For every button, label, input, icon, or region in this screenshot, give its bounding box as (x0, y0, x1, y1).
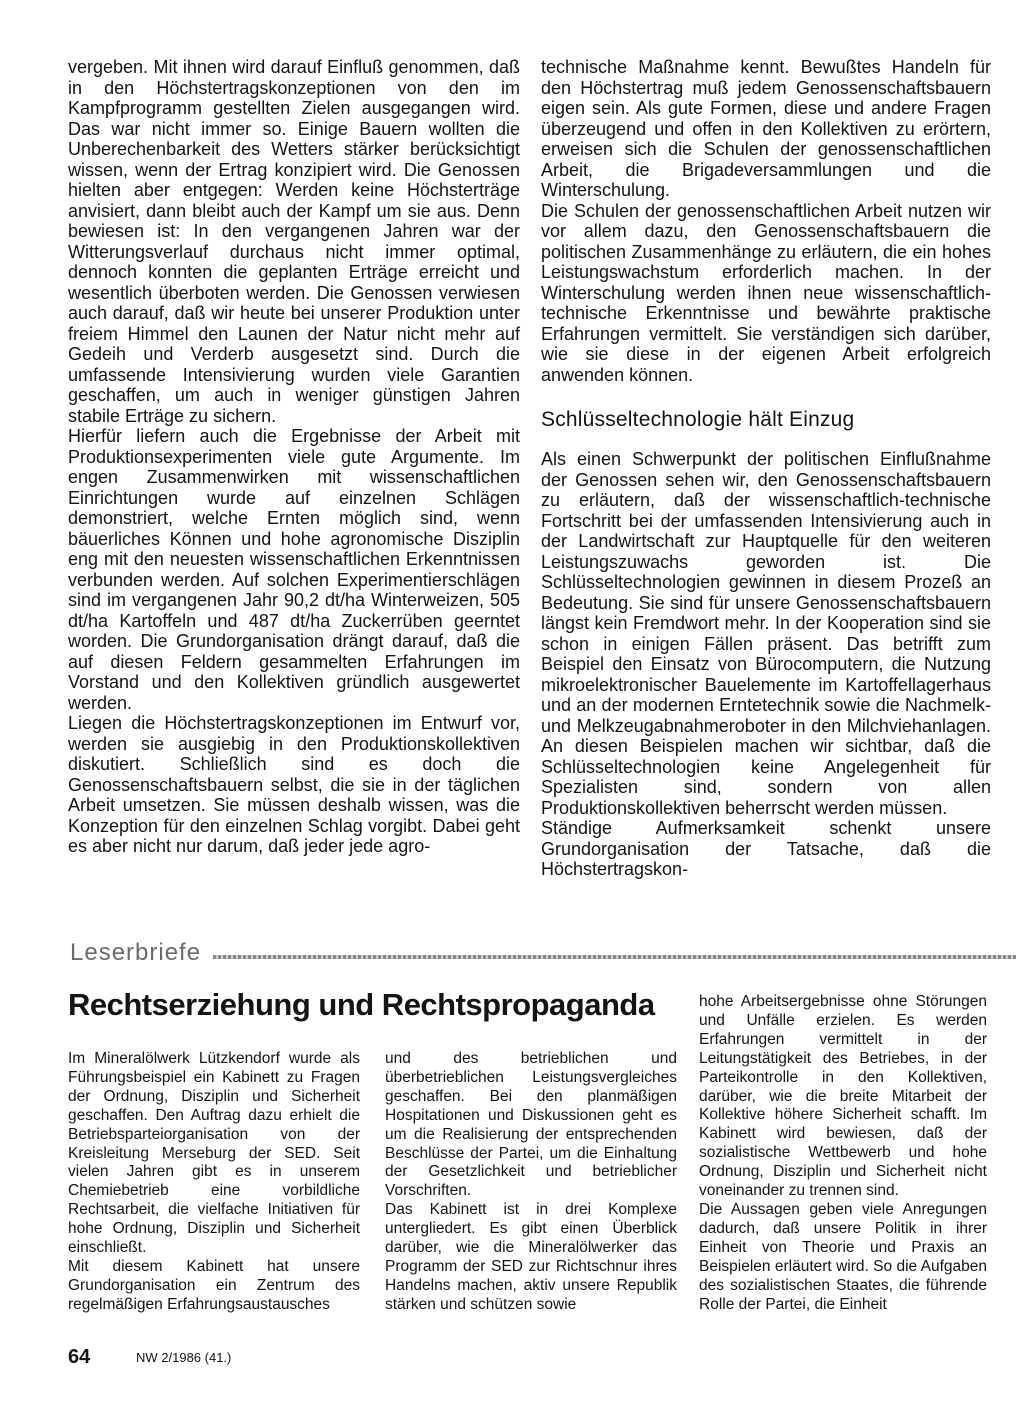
paragraph: Als einen Schwerpunkt der politischen Einflußnahme der Genossen sehen wir, den Genossenschaftsbauern zu erläutern, daß der wissenschaftlich-technische Fortschritt bei der umfassenden Intensivierung auch in der Landwirtschaft zur Hauptquelle für den weiteren Leistungszuwachs geworden ist. Die Schlüsseltechnologien gewinnen in diesem Prozeß an Bedeutung. Sie sind für unsere Genossenschaftsbauern längst kein Fremdwort mehr. In der Kooperation sind sie schon in einigen Fällen präsent. Das betrifft zum Beispiel den Einsatz von Bürocomputern, die Nutzung mikroelektronischer Bauelemente im Kartoffellagerhaus und an der modernen Erntetechnik sowie die Nachmelk- und Melkzeugabnahmeroboter in den Milchviehanlagen. An diesen Beispielen machen wir sichtbar, daß die Schlüsseltechnologien keine Angelegenheit für Spezialisten sind, sondern von allen Produktionskollektiven beherrscht werden müssen. (541, 449, 991, 818)
paragraph: technische Maßnahme kennt. Bewußtes Handeln für den Höchstertrag muß jedem Genossenschaftsbauern eigen sein. Als gute Formen, diese und andere Fragen überzeugend und offen in den Kollektiven zu erörtern, erweisen sich die Schulen der genossenschaftlichen Arbeit, die Brigadeversammlungen und die Winterschulung. (541, 57, 991, 200)
paragraph: Die Schulen der genossenschaftlichen Arbeit nutzen wir vor allem dazu, den Genossenschaftsbauern die politischen Zusammenhänge zu erläutern, die ein hohes Leistungswachstum erforderlich machen. In der Winterschulung werden ihnen neue wissenschaftlich-technische Erkenntnisse und bewährte praktische Erfahrungen vermittelt. Sie verständigen sich darüber, wie sie diese in der eigenen Arbeit erfolgreich anwenden können. (541, 200, 991, 385)
section-subheading: Schlüsseltechnologie hält Einzug (541, 408, 855, 431)
paragraph: Hierfür liefern auch die Ergebnisse der Arbeit mit Produktionsexperimenten viele gute Argumente. Im engen Zusammenwirken mit wissenschaftlichen Einrichtungen wurde auf einzelnen Schlägen demonstriert, welche Ernten möglich sind, wenn bäuerliches Können und hohe agronomische Disziplin eng mit den neuesten wissenschaftlichen Erkenntnissen verbunden werden. Auf solchen Experimentierschlägen sind im vergangenen Jahr 90,2 dt/ha Winterweizen, 505 dt/ha Kartoffeln und 487 dt/ha Zuckerrüben geerntet worden. Die Grundorganisation drängt darauf, daß die auf diesen Feldern gesammelten Erfahrungen im Vorstand und den Kollektiven gründlich ausgewertet werden. (68, 426, 520, 713)
rubric-label: Leserbriefe (70, 939, 202, 966)
article-column-left (68, 57, 520, 857)
paragraph: Ständige Aufmerksamkeit schenkt unsere Grundorganisation der Tatsache, daß die Höchstertragskon- (541, 818, 991, 879)
rubric-divider (213, 955, 1016, 959)
paragraph: Liegen die Höchstertragskonzeptionen im Entwurf vor, werden sie ausgiebig in den Produktionskollektiven diskutiert. Schließlich sind es doch die Genossenschaftsbauern selbst, die sie in der täglichen Arbeit umsetzen. Sie müssen deshalb wissen, was die Konzeption für den einzelnen Schlag vorgibt. Dabei geht es aber nicht nur darum, daß jeder jede agro- (68, 713, 520, 856)
letter-column-2 (385, 1050, 677, 1315)
journal-issue: NW 2/1986 (41.) (136, 1350, 232, 1365)
paragraph: Mit diesem Kabinett hat unsere Grundorganisation ein Zentrum des regelmäßigen Erfahrungsaustausches (68, 1257, 360, 1313)
paragraph: Im Mineralölwerk Lützkendorf wurde als Führungsbeispiel ein Kabinett zu Fragen der Ordnung, Disziplin und Sicherheit geschaffen. Den Auftrag dazu erhielt die Betriebsparteiorganisation von der Kreisleitung Merseburg der SED. Seit vielen Jahren gibt es in unserem Chemiebetrieb eine vorbildliche Rechtsarbeit, die vielfache Initiativen für hohe Ordnung, Disziplin und Sicherheit einschließt. (68, 1050, 360, 1257)
article-column-right (541, 57, 991, 880)
paragraph: vergeben. Mit ihnen wird darauf Einfluß genommen, daß in den Höchstertragskonzeptionen von den im Kampfprogramm gestellten Zielen ausgegangen wird. Das war nicht immer so. Einige Bauern wollten die Unberechenbarkeit des Wetters stärker berücksichtigt wissen, wenn der Ertrag konzipiert wird. Die Genossen hielten aber entgegen: Werden keine Höchsterträge anvisiert, dann bleibt auch der Kampf um sie aus. Denn bewiesen ist: In den vergangenen Jahren war der Witterungsverlauf durchaus nicht immer optimal, dennoch konnten die geplanten Erträge erreicht und wesentlich überboten werden. Die Genossen verwiesen auch darauf, daß wir heute bei unserer Produktion unter freiem Himmel den Launen der Natur nicht mehr auf Gedeih und Verderb ausgesetzt sind. Durch die umfassende Intensivierung wurden viele Garantien geschaffen, um auch in weniger günstigen Jahren stabile Erträge zu sichern. (68, 57, 520, 426)
article-headline: Rechtserziehung und Rechtspropaganda (68, 987, 655, 1022)
paragraph: und des betrieblichen und überbetrieblichen Leistungsvergleiches geschaffen. Bei den planmäßigen Hospitationen und Diskussionen geht es um die Realisierung der entsprechenden Beschlüsse der Partei, um die Einhaltung der Gesetzlichkeit und betrieblicher Vorschriften. (385, 1050, 677, 1200)
letter-column-3 (699, 993, 987, 1314)
page-number: 64 (68, 1346, 91, 1368)
section-rubric (70, 937, 1016, 969)
paragraph: hohe Arbeitsergebnisse ohne Störungen und Unfälle erzielen. Es werden Erfahrungen vermittelt in der Leitungstätigkeit des Betriebes, in der Parteikontrolle in den Kollektiven, darüber, wie die breite Mitarbeit der Kollektive höhere Sicherheit schafft. Im Kabinett wird bewiesen, daß der sozialistische Wettbewerb und hohe Ordnung, Disziplin und Sicherheit nicht voneinander zu trennen sind. (699, 993, 987, 1200)
letter-column-1 (68, 1050, 360, 1315)
paragraph: Das Kabinett ist in drei Komplexe untergliedert. Es gibt einen Überblick darüber, wie die Mineralölwerker das Programm der SED zur Richtschnur ihres Handelns machen, aktiv unsere Republik stärken und schützen sowie (385, 1201, 677, 1313)
paragraph: Die Aussagen geben viele Anregungen dadurch, daß unsere Politik in ihrer Einheit von Theorie und Praxis an Beispielen erläutert wird. So die Aufgaben des sozialistischen Staates, die führende Rolle der Partei, die Einheit (699, 1200, 987, 1313)
